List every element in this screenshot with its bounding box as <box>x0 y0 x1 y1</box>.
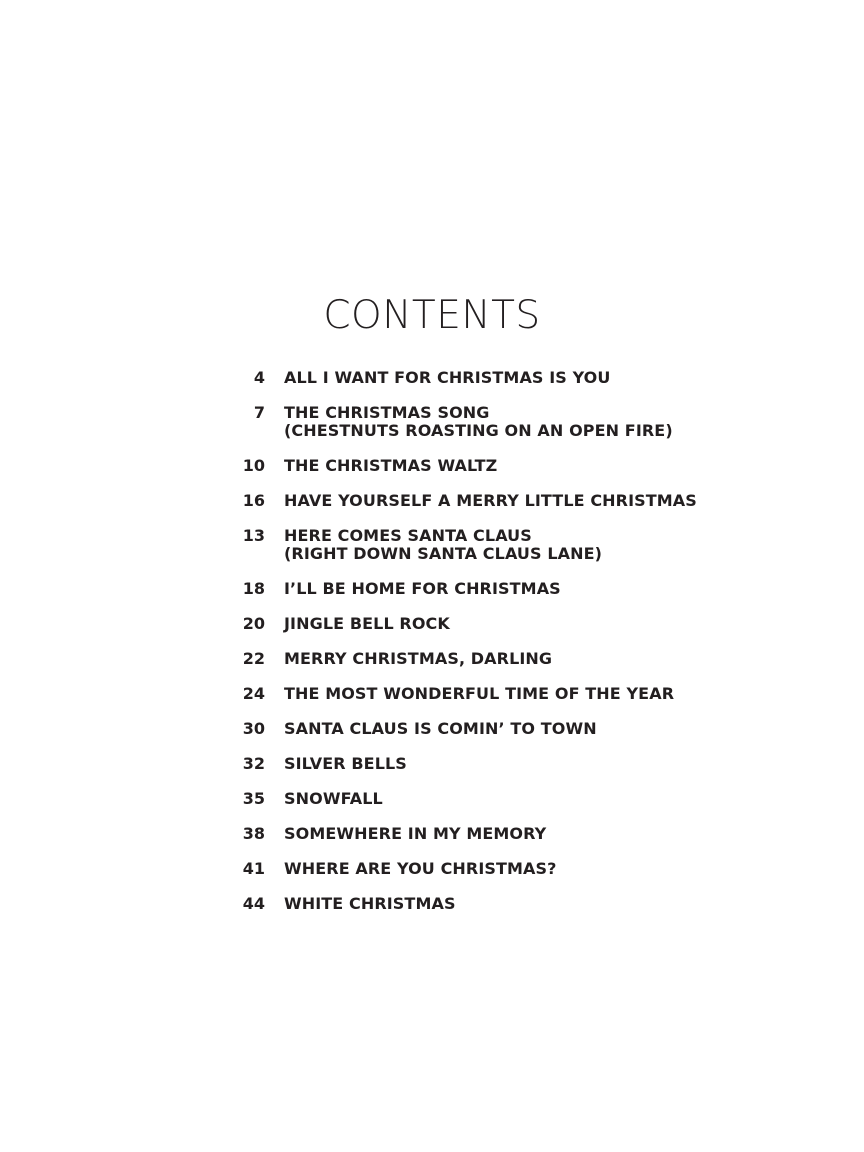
page-number: 44 <box>242 894 265 913</box>
toc-entry[interactable] <box>232 369 692 387</box>
page-number: 16 <box>242 491 265 510</box>
page-number: 35 <box>242 789 265 808</box>
song-subtitle: (CHESTNUTS ROASTING ON AN OPEN FIRE) <box>284 421 673 440</box>
toc-entry[interactable] <box>232 404 692 440</box>
song-title: SILVER BELLS <box>284 754 407 773</box>
table-of-contents <box>232 368 697 930</box>
song-title: THE MOST WONDERFUL TIME OF THE YEAR <box>284 684 675 703</box>
song-title: HERE COMES SANTA CLAUS <box>284 526 532 545</box>
toc-entry[interactable] <box>232 491 697 510</box>
song-title: ALL I WANT FOR CHRISTMAS IS YOU <box>284 368 611 387</box>
page-number: 30 <box>242 719 265 738</box>
song-title: I’LL BE HOME FOR CHRISTMAS <box>284 579 561 598</box>
page-number: 38 <box>242 824 265 843</box>
song-title: WHITE CHRISTMAS <box>284 894 456 913</box>
toc-entry[interactable] <box>232 580 692 598</box>
toc-entry[interactable] <box>232 457 692 475</box>
toc-entry[interactable] <box>232 650 692 668</box>
page-number: 18 <box>242 579 265 598</box>
toc-entry[interactable] <box>232 860 692 878</box>
song-title: MERRY CHRISTMAS, DARLING <box>284 649 553 668</box>
toc-entry[interactable] <box>232 895 692 913</box>
page-number: 20 <box>242 614 265 633</box>
page-number: 10 <box>242 456 265 475</box>
song-title: SANTA CLAUS IS COMIN’ TO TOWN <box>284 719 597 738</box>
song-title: JINGLE BELL ROCK <box>284 614 450 633</box>
toc-entry[interactable] <box>232 790 692 808</box>
toc-entry[interactable] <box>232 755 692 773</box>
page-number: 41 <box>242 859 265 878</box>
toc-entry[interactable] <box>232 720 692 738</box>
page-number: 22 <box>242 649 265 668</box>
song-title: THE CHRISTMAS WALTZ <box>284 456 498 475</box>
song-title: THE CHRISTMAS SONG <box>284 403 490 422</box>
song-title: SNOWFALL <box>284 789 383 808</box>
song-title: SOMEWHERE IN MY MEMORY <box>284 824 547 843</box>
page-title: CONTENTS <box>323 293 541 338</box>
toc-entry[interactable] <box>232 527 692 563</box>
page-number: 24 <box>242 684 265 703</box>
toc-entry[interactable] <box>232 615 692 633</box>
song-title: HAVE YOURSELF A MERRY LITTLE CHRISTMAS <box>284 491 697 510</box>
toc-entry[interactable] <box>232 685 692 703</box>
page-number: 13 <box>242 526 265 545</box>
page-number: 4 <box>253 368 265 387</box>
song-subtitle: (RIGHT DOWN SANTA CLAUS LANE) <box>284 544 603 563</box>
page-number: 32 <box>242 754 265 773</box>
toc-entry[interactable] <box>232 825 692 843</box>
song-title: WHERE ARE YOU CHRISTMAS? <box>284 859 557 878</box>
page-number: 7 <box>253 403 265 422</box>
